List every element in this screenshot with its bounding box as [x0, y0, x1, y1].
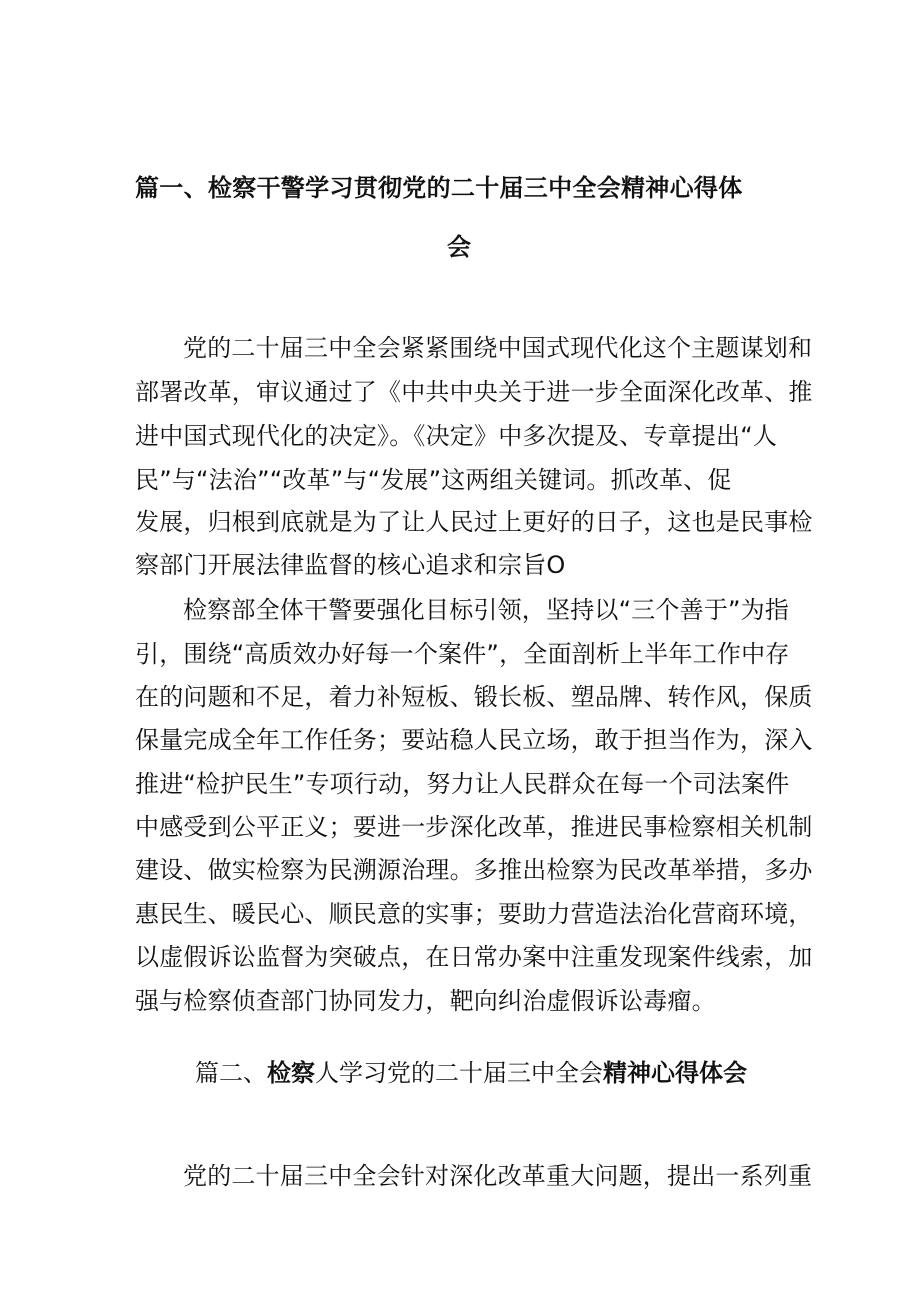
paragraph-line: 部署改革，审议通过了《中共中央关于进一步全面深化改革、推 [135, 378, 813, 406]
paragraph-line: 引，围绕“高质效办好每一个案件”，全面剖析上半年工作中存 [135, 640, 790, 668]
paragraph-line: 惠民生、暖民心、顺民意的实事；要助力营造法治化营商环境， [135, 900, 813, 928]
paragraph-line: 保量完成全年工作任务；要站稳人民立场，敢于担当作为，深入 [135, 726, 813, 754]
paragraph-line: 在的问题和不足，着力补短板、锻长板、塑品牌、转作风，保质 [135, 683, 813, 711]
paragraph-line: 进中国式现代化的决定》。《决定》中多次提及、专章提出“人 [135, 422, 778, 450]
paragraph-line: 中感受到公平正义；要进一步深化改革，推进民事检察相关机制 [135, 813, 813, 841]
paragraph-line: 民”与“法治”“改革”与“发展”这两组关键词。抓改革、促 [135, 466, 732, 494]
section1-title-line2: 会 [447, 233, 471, 261]
section2-title-part1: 篇二、 [195, 1059, 267, 1087]
section2-title-part4: 精神心得体会 [603, 1059, 747, 1087]
paragraph-line: 党的二十届三中全会针对深化改革重大问题，提出一系列重 [183, 1162, 813, 1190]
section2-title [195, 1056, 747, 1090]
paragraph-line: 发展，归根到底就是为了让人民过上更好的日子，这也是民事检 [135, 508, 813, 536]
paragraph-line: 以虚假诉讼监督为突破点，在日常办案中注重发现案件线索，加 [135, 943, 813, 971]
paragraph-line: 察部门开展法律监督的核心追求和宗旨O [135, 551, 566, 579]
section2-title-part3: 人学习党的二十届三中全会 [315, 1059, 603, 1087]
paragraph-line: 推进“检护民生”专项行动，努力让人民群众在每一个司法案件 [135, 770, 790, 798]
paragraph-line: 强与检察侦查部门协同发力，靶向纠治虚假诉讼毒瘤。 [135, 987, 716, 1015]
section2-title-part2: 检察 [267, 1059, 315, 1087]
section1-title-line1: 篇一、检察干警学习贯彻党的二十届三中全会精神心得体 [135, 174, 743, 202]
paragraph-line: 建设、做实检察为民溯源治理。多推出检察为民改革举措，多办 [135, 856, 813, 884]
paragraph-line: 党的二十届三中全会紧紧围绕中国式现代化这个主题谋划和 [183, 334, 813, 362]
paragraph-line: 检察部全体干警要强化目标引领，坚持以“三个善于”为指 [183, 596, 790, 624]
